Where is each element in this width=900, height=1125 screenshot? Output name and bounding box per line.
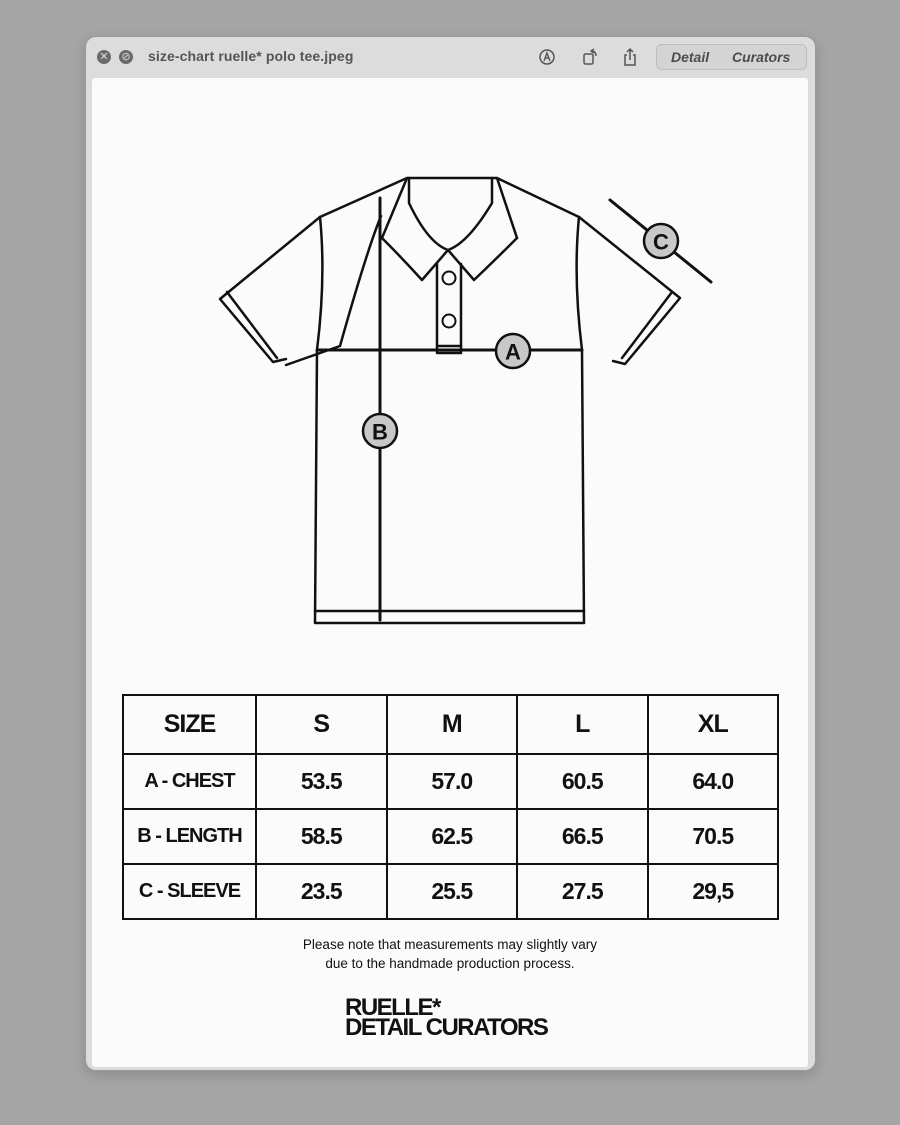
size-chart-table bbox=[122, 694, 779, 920]
marker-a-label: A bbox=[505, 339, 521, 365]
cell-value: 58.5 bbox=[256, 809, 387, 864]
header-xl: XL bbox=[648, 695, 779, 754]
brand-line-2: DETAIL CURATORS bbox=[345, 1014, 548, 1041]
table-row bbox=[123, 864, 778, 919]
marker-b bbox=[363, 414, 397, 448]
table-row bbox=[123, 754, 778, 809]
header-m: M bbox=[387, 695, 518, 754]
header-l: L bbox=[517, 695, 648, 754]
row-label-length: B - LENGTH bbox=[123, 809, 256, 864]
rotate-icon[interactable] bbox=[580, 47, 600, 67]
cell-value: 57.0 bbox=[387, 754, 518, 809]
shirt-button bbox=[443, 272, 456, 285]
cell-value: 29,5 bbox=[648, 864, 779, 919]
cell-value: 70.5 bbox=[648, 809, 779, 864]
shirt-left-sleeve-top bbox=[220, 217, 320, 362]
header-size: SIZE bbox=[123, 695, 256, 754]
header-s: S bbox=[256, 695, 387, 754]
cell-value: 27.5 bbox=[517, 864, 648, 919]
marker-c bbox=[644, 224, 678, 258]
document-view bbox=[92, 78, 808, 1067]
cell-value: 23.5 bbox=[256, 864, 387, 919]
shirt-left-armhole bbox=[317, 217, 322, 350]
polo-shirt-diagram bbox=[92, 78, 808, 678]
shirt-collar-top bbox=[382, 178, 517, 238]
cell-value: 66.5 bbox=[517, 809, 648, 864]
markup-icon[interactable] bbox=[537, 47, 557, 67]
shirt-button bbox=[443, 315, 456, 328]
preview-window bbox=[86, 37, 815, 1070]
cell-value: 53.5 bbox=[256, 754, 387, 809]
marker-c-label: C bbox=[653, 229, 669, 255]
cell-value: 25.5 bbox=[387, 864, 518, 919]
minimize-button[interactable]: ⊘ bbox=[119, 50, 133, 64]
table-row bbox=[123, 809, 778, 864]
shirt-left-sleeve bbox=[286, 216, 381, 365]
share-icon[interactable] bbox=[620, 47, 640, 67]
measurement-note bbox=[92, 936, 808, 973]
note-line-2: due to the handmade production process. bbox=[325, 955, 575, 971]
cell-value: 64.0 bbox=[648, 754, 779, 809]
brand-line-1: RUELLE* bbox=[345, 994, 440, 1021]
note-line-1: Please note that measurements may slightly vary bbox=[302, 937, 598, 952]
brand-logo bbox=[345, 994, 548, 1041]
cell-value: 62.5 bbox=[387, 809, 518, 864]
marker-b-label: B bbox=[372, 419, 388, 445]
row-label-chest: A - CHEST bbox=[123, 754, 256, 809]
window-title: size-chart ruelle* polo tee.jpeg bbox=[148, 48, 354, 64]
close-button[interactable]: ✕ bbox=[97, 50, 111, 64]
table-header-row bbox=[123, 695, 778, 754]
shirt-collar-inner bbox=[409, 178, 492, 250]
segment-detail[interactable]: Detail bbox=[671, 49, 710, 65]
row-label-sleeve: C - SLEEVE bbox=[123, 864, 256, 919]
shirt-body-outline bbox=[315, 350, 584, 623]
view-segmented-control bbox=[656, 44, 807, 70]
marker-a bbox=[496, 334, 530, 368]
title-bar bbox=[86, 37, 815, 77]
shirt-right-armhole bbox=[577, 217, 582, 350]
segment-curators[interactable]: Curators bbox=[732, 49, 791, 65]
cell-value: 60.5 bbox=[517, 754, 648, 809]
